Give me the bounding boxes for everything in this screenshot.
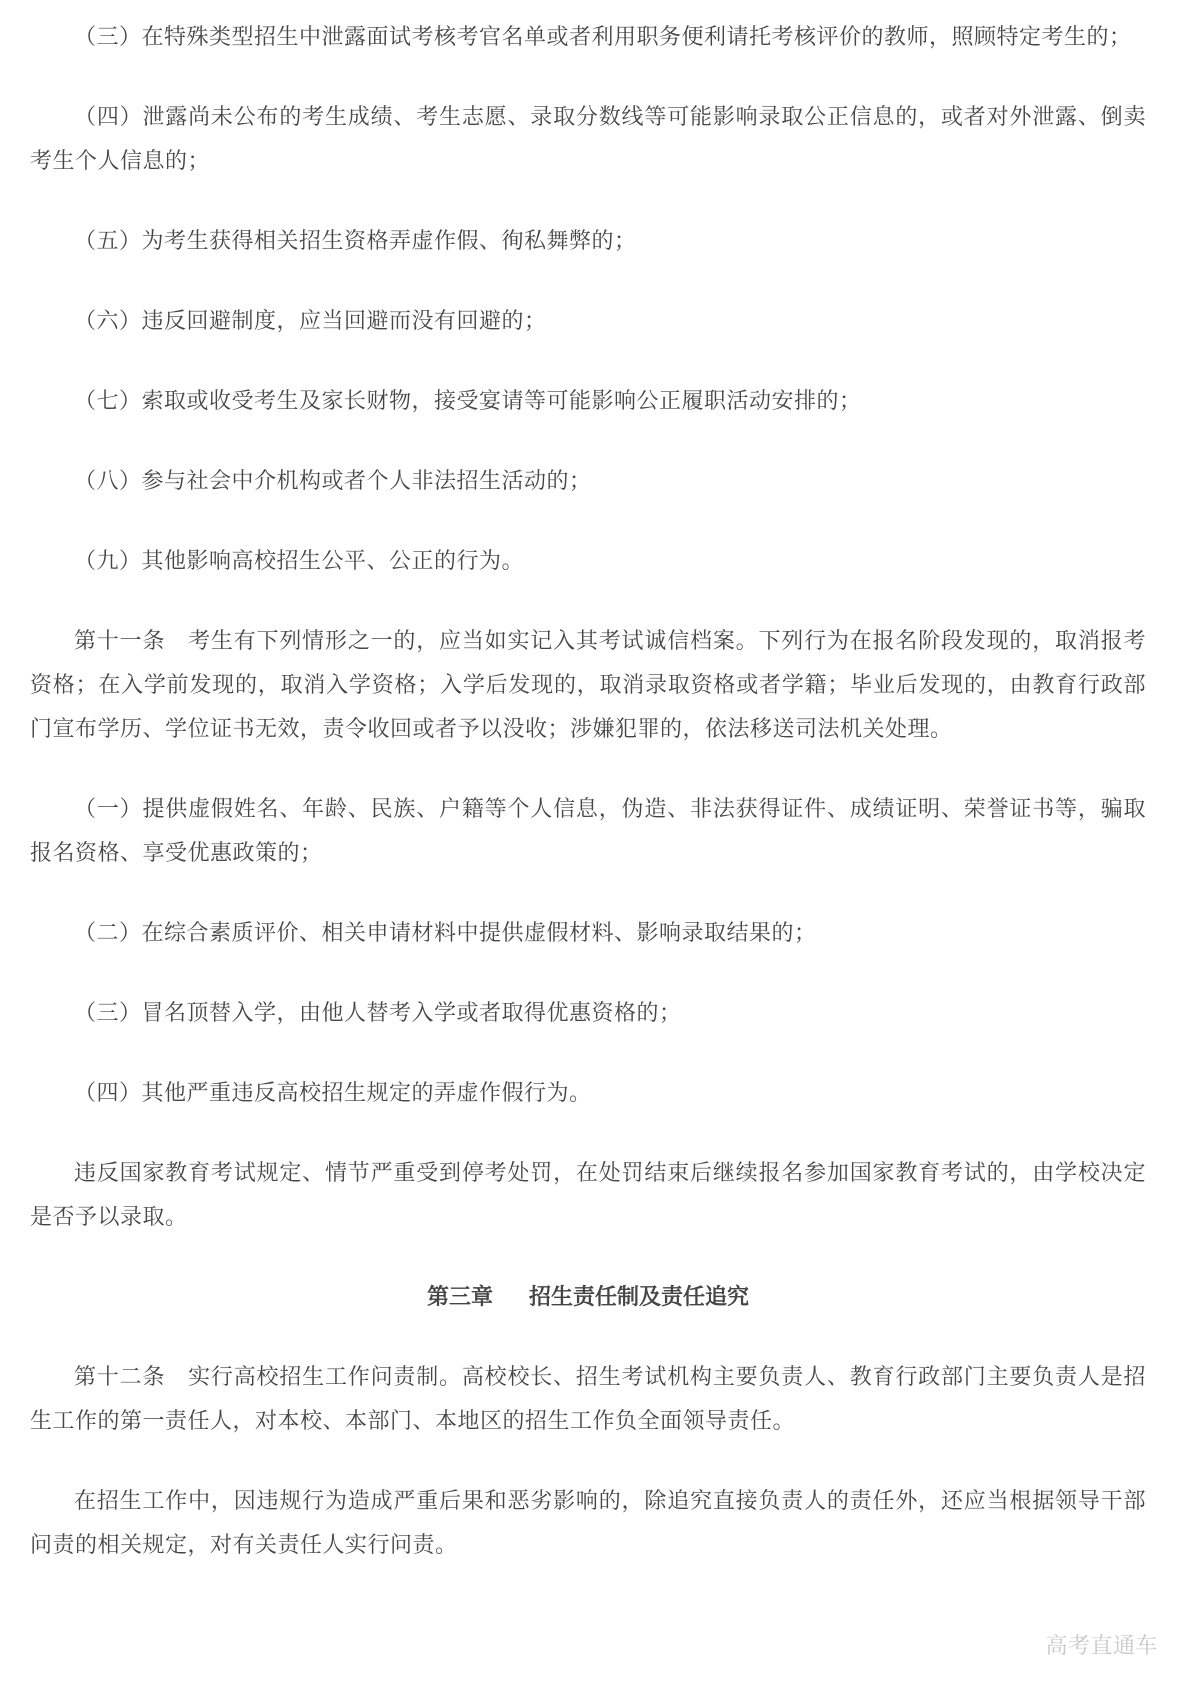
article-11-paragraph: 第十一条 考生有下列情形之一的，应当如实记入其考试诚信档案。下列行为在报名阶段发现的，取消报考资格；在入学前发现的，取消入学资格；入学后发现的，取消录取资格或者学籍；毕业后发现的，由教育行政部门宣布学历、学位证书无效，责令收回或者予以没收；涉嫌犯罪的，依法移送司法机关处理。 [30,628,1146,741]
document-body [30,15,1146,1567]
clause-item: （六）违反回避制度，应当回避而没有回避的； [74,308,547,333]
article-12-paragraph: 第十二条 实行高校招生工作问责制。高校校长、招生考试机构主要负责人、教育行政部门主要负责人是招生工作的第一责任人，对本校、本部门、本地区的招生工作负全面领导责任。 [30,1364,1146,1433]
clause-item: （三）在特殊类型招生中泄露面试考核考官名单或者利用职务便利请托考核评价的教师，照顾特定考生的； [74,24,1132,49]
chapter-title: 招生责任制及责任追究 [529,1284,750,1309]
clause-item: （三）冒名顶替入学，由他人替考入学或者取得优惠资格的； [74,1000,682,1025]
watermark: 高考直通车 [1045,1633,1158,1658]
clause-item: （九）其他影响高校招生公平、公正的行为。 [74,548,525,573]
clause-item: （二）在综合素质评价、相关申请材料中提供虚假材料、影响录取结果的； [74,920,817,945]
chapter-number: 第三章 [426,1284,493,1309]
clause-item: （四）其他严重违反高校招生规定的弄虚作假行为。 [74,1080,592,1105]
clause-item: （七）索取或收受考生及家长财物，接受宴请等可能影响公正履职活动安排的； [74,388,862,413]
clause-item: （八）参与社会中介机构或者个人非法招生活动的； [74,468,592,493]
clause-item: （五）为考生获得相关招生资格弄虚作假、徇私舞弊的； [74,228,637,253]
chapter-heading [30,1275,1146,1319]
body-paragraph: 在招生工作中，因违规行为造成严重后果和恶劣影响的，除追究直接负责人的责任外，还应当根据领导干部问责的相关规定，对有关责任人实行问责。 [30,1488,1146,1557]
body-paragraph: 违反国家教育考试规定、情节严重受到停考处罚，在处罚结束后继续报名参加国家教育考试的，由学校决定是否予以录取。 [30,1160,1146,1229]
clause-item: （四）泄露尚未公布的考生成绩、考生志愿、录取分数线等可能影响录取公正信息的，或者对外泄露、倒卖考生个人信息的； [30,104,1146,173]
clause-item: （一）提供虚假姓名、年龄、民族、户籍等个人信息，伪造、非法获得证件、成绩证明、荣誉证书等，骗取报名资格、享受优惠政策的； [30,796,1146,865]
